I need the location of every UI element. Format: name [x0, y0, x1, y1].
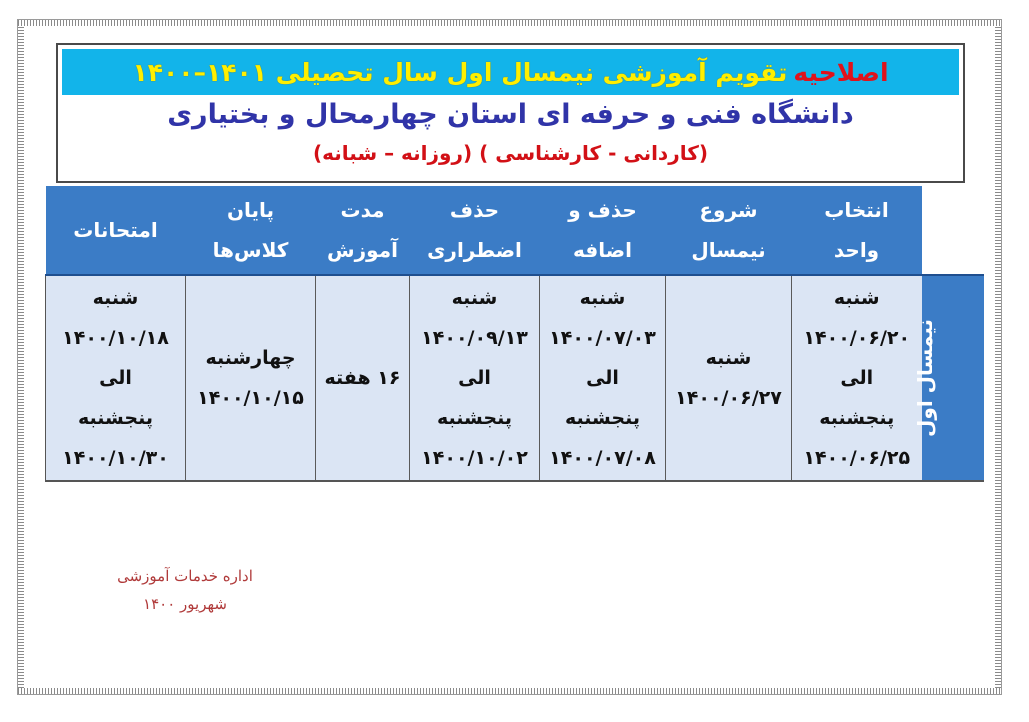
office-name: اداره خدمات آموزشی: [117, 567, 253, 585]
table-cell: چهارشنبه ۱۴۰۰/۱۰/۱۵: [186, 275, 316, 481]
column-header: حذف و اضافه: [540, 186, 666, 275]
column-header: امتحانات: [46, 186, 186, 275]
calendar-title: تقویم آموزشی نیمسال اول سال تحصیلی ۱۴۰۱–۱۴۰۰: [132, 57, 788, 87]
row-label-cell: [912, 275, 984, 481]
header-corner: [922, 186, 984, 275]
table-header-row: [46, 186, 984, 275]
table-cell: شنبه ۱۴۰۰/۰۹/۱۳ الی پنجشنبه ۱۴۰۰/۱۰/۰۲: [410, 275, 540, 481]
signature-block: [110, 562, 260, 618]
table-cell: شنبه ۱۴۰۰/۰۶/۲۷: [666, 275, 792, 481]
university-name: دانشگاه فنی و حرفه ای استان چهارمحال و بختیاری: [167, 99, 854, 130]
column-header: حذف اضطراری: [410, 186, 540, 275]
correction-label: اصلاحیه: [793, 57, 889, 87]
program-types: (کاردانی - کارشناسی ) (روزانه – شبانه): [313, 141, 708, 165]
table-row: [46, 275, 984, 481]
column-header: پایان کلاس‌ها: [186, 186, 316, 275]
table-cell: شنبه ۱۴۰۰/۰۷/۰۳ الی پنجشنبه ۱۴۰۰/۰۷/۰۸: [540, 275, 666, 481]
column-header: مدت آموزش: [316, 186, 410, 275]
table-cell: ۱۶ هفته: [316, 275, 410, 481]
row-label: نیمسال اول: [912, 318, 937, 437]
signature-date: شهریور ۱۴۰۰: [143, 595, 227, 613]
column-header: شروع نیمسال: [666, 186, 792, 275]
schedule-table: [45, 186, 984, 482]
table-cell: شنبه ۱۴۰۰/۰۶/۲۰ الی پنجشنبه ۱۴۰۰/۰۶/۲۵: [792, 275, 922, 481]
column-header: انتخاب واحد: [792, 186, 922, 275]
title-bar: [62, 49, 959, 95]
header-box: [56, 43, 965, 183]
table-cell: شنبه ۱۴۰۰/۱۰/۱۸ الی پنجشنبه ۱۴۰۰/۱۰/۳۰: [46, 275, 186, 481]
